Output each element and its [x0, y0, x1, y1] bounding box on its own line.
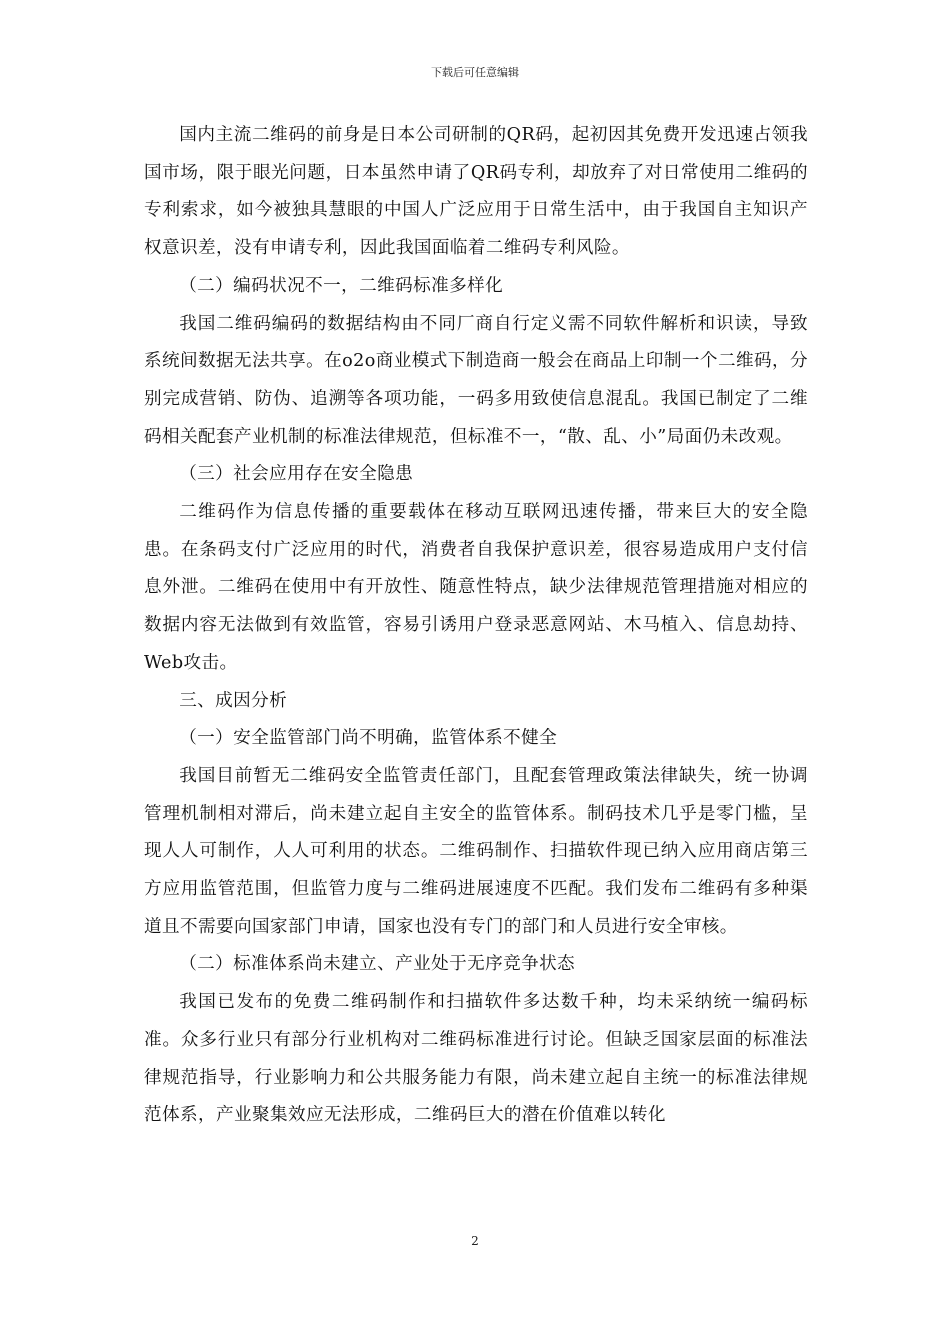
- paragraph-encoding: 我国二维码编码的数据结构由不同厂商自行定义需不同软件解析和识读，导致系统间数据无法共享。在o2o商业模式下制造商一般会在商品上印制一个二维码，分别完成营销、防伪、追溯等各项功能，一码多用致使信息混乱。我国已制定了二维码相关配套产业机制的标准法律规范，但标准不一，“散、乱、小”局面仍未改观。: [144, 313, 808, 447]
- paragraph-qr-origin: 国内主流二维码的前身是日本公司研制的QR码，起初因其免费开发迅速占领我国市场，限于眼光问题，日本虽然申请了QR码专利，却放弃了对日常使用二维码的专利索求，如今被独具慧眼的中国人广泛应用于日常生活中，由于我国自主知识产权意识差，没有申请专利，因此我国面临着二维码专利风险。: [144, 125, 808, 259]
- section-heading-encoding: （二）编码状况不一，二维码标准多样化: [179, 275, 504, 296]
- page-header: 下载后可任意编辑: [431, 66, 519, 79]
- section-heading-standards: （二）标准体系尚未建立、产业处于无序竞争状态: [179, 954, 576, 975]
- section-heading-security-risk: （三）社会应用存在安全隐患: [179, 464, 414, 485]
- paragraph-security-risk: 二维码作为信息传播的重要载体在移动互联网迅速传播，带来巨大的安全隐患。在条码支付广泛应用的时代，消费者自我保护意识差，很容易造成用户支付信息外泄。二维码在使用中有开放性、随意性特点，缺少法律规范管理措施对相应的数据内容无法做到有效监管，容易引诱用户登录恶意网站、木马植入、信息劫持、Web攻击。: [144, 502, 808, 673]
- document-body: [144, 117, 808, 1135]
- paragraph-supervision: 我国目前暂无二维码安全监管责任部门，且配套管理政策法律缺失，统一协调管理机制相对滞后，尚未建立起自主安全的监管体系。制码技术几乎是零门槛，呈现人人可制作，人人可利用的状态。二维码制作、扫描软件现已纳入应用商店第三方应用监管范围，但监管力度与二维码进展速度不匹配。我们发布二维码有多种渠道且不需要向国家部门申请，国家也没有专门的部门和人员进行安全审核。: [144, 765, 808, 937]
- page-number: 2: [471, 1234, 479, 1248]
- section-heading-supervision: （一）安全监管部门尚不明确，监管体系不健全: [179, 728, 558, 749]
- paragraph-standards: 我国已发布的免费二维码制作和扫描软件多达数千种，均未采纳统一编码标准。众多行业只有部分行业机构对二维码标准进行讨论。但缺乏国家层面的标准法律规范指导，行业影响力和公共服务能力有限，尚未建立起自主统一的标准法律规范体系，产业聚集效应无法形成，二维码巨大的潜在价值难以转化: [144, 992, 808, 1126]
- chapter-heading-causes: 三、成因分析: [179, 690, 288, 711]
